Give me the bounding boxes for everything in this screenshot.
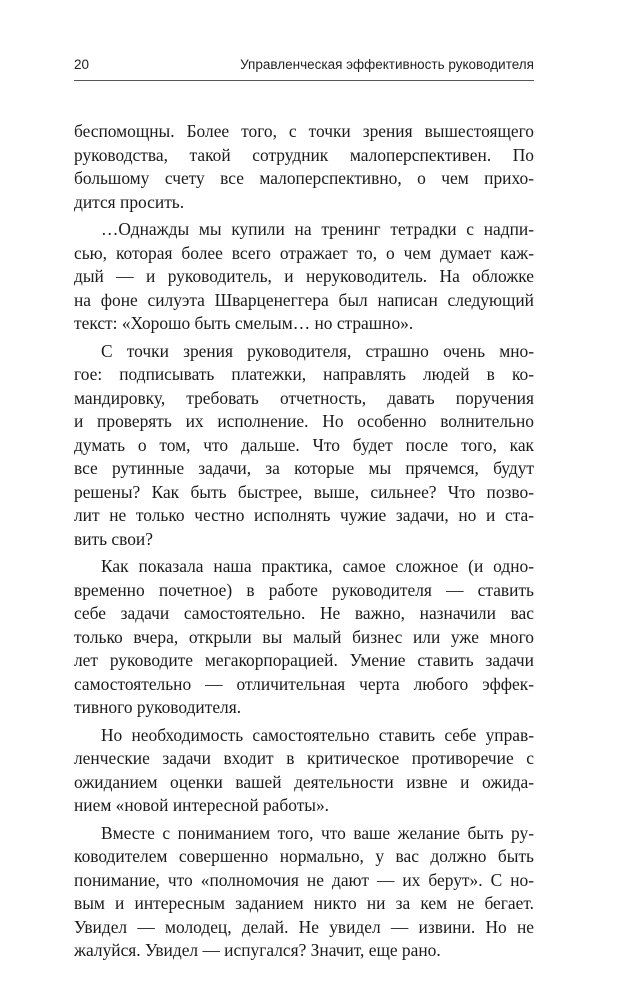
paragraph xyxy=(74,822,534,963)
text-line: ководителем совершенно нормально, у вас должно быть xyxy=(74,846,534,866)
text-line: вить свои? xyxy=(74,528,153,549)
text-line: думать о том, что дальше. Что будет после того, как xyxy=(74,434,534,455)
text-line: ожиданием оценки вашей деятельности извне и ожида- xyxy=(74,771,534,792)
paragraph xyxy=(74,218,534,336)
text-line: тивного руководителя. xyxy=(74,697,242,717)
text-line: текст: «Хорошо быть смелым… но страшно». xyxy=(74,313,414,333)
text-line: нием «новой интересной работы». xyxy=(74,795,330,815)
text-line: ленческие задачи входит в критическое противоречие с xyxy=(74,748,534,768)
paragraph xyxy=(74,120,534,214)
text-line: самостоятельно — отличительная черта любого эффек- xyxy=(74,673,534,694)
text-line: беспомощны. Более того, с точки зрения вышестоящего xyxy=(74,121,534,141)
text-line: руководства, такой сотрудник малоперспективен. По xyxy=(74,144,534,165)
text-line: все рутинные задачи, за которые мы прячемся, будут xyxy=(74,458,534,478)
text-line: Как показала наша практика, самое сложное (и одно- xyxy=(101,556,534,576)
text-line: …Однажды мы купили на тренинг тетрадки с надпи- xyxy=(101,219,534,239)
text-line: понимание, что «полномочия не дают — их берут». С но- xyxy=(74,869,534,890)
text-line: гое: подписывать платежки, направлять людей в ко- xyxy=(74,364,534,384)
running-header xyxy=(74,52,534,81)
page-number: 20 xyxy=(74,57,90,72)
text-line: себе задачи самостоятельно. Не важно, назначили вас xyxy=(74,603,534,623)
text-line: на фоне силуэта Шварценеггера был написан следующий xyxy=(74,289,534,310)
page-body xyxy=(74,120,534,967)
text-line: мандировку, требовать отчетность, давать поручения xyxy=(74,387,534,408)
running-title: Управленческая эффективность руководителя xyxy=(240,57,534,72)
text-line: большому счету все малоперспективно, о чем прихо- xyxy=(74,168,534,188)
text-line: и проверять их исполнение. Но особенно волнительно xyxy=(74,411,534,431)
text-line: жалуйся. Увидел — испугался? Значит, еще рано. xyxy=(74,940,441,960)
text-line: вым и интересным заданием никто ни за кем не бегает. xyxy=(74,893,534,913)
text-line: временно почетное) в работе руководителя — ставить xyxy=(74,579,534,600)
text-line: Вместе с пониманием того, что ваше желание быть ру- xyxy=(101,822,534,843)
paragraph xyxy=(74,724,534,818)
text-line: лит не только честно исполнять чужие задачи, но и ста- xyxy=(74,505,534,525)
text-line: дый — и руководитель, и неруководитель. На обложке xyxy=(74,266,534,286)
text-line: решены? Как быть быстрее, выше, сильнее? Что позво- xyxy=(74,481,534,502)
text-line: С точки зрения руководителя, страшно очень мно- xyxy=(101,340,534,361)
text-line: сью, которая более всего отражает то, о чем думает каж- xyxy=(74,242,534,263)
text-line: лет руководите мегакорпорацией. Умение ставить задачи xyxy=(74,650,534,670)
text-line: Увидел — молодец, делай. Не увидел — извини. Но не xyxy=(74,916,534,937)
text-line: Но необходимость самостоятельно ставить себе управ- xyxy=(101,724,534,745)
paragraph xyxy=(74,555,534,720)
text-line: дится просить. xyxy=(74,191,185,212)
text-line: только вчера, открыли вы малый бизнес или уже много xyxy=(74,626,534,647)
paragraph xyxy=(74,340,534,552)
